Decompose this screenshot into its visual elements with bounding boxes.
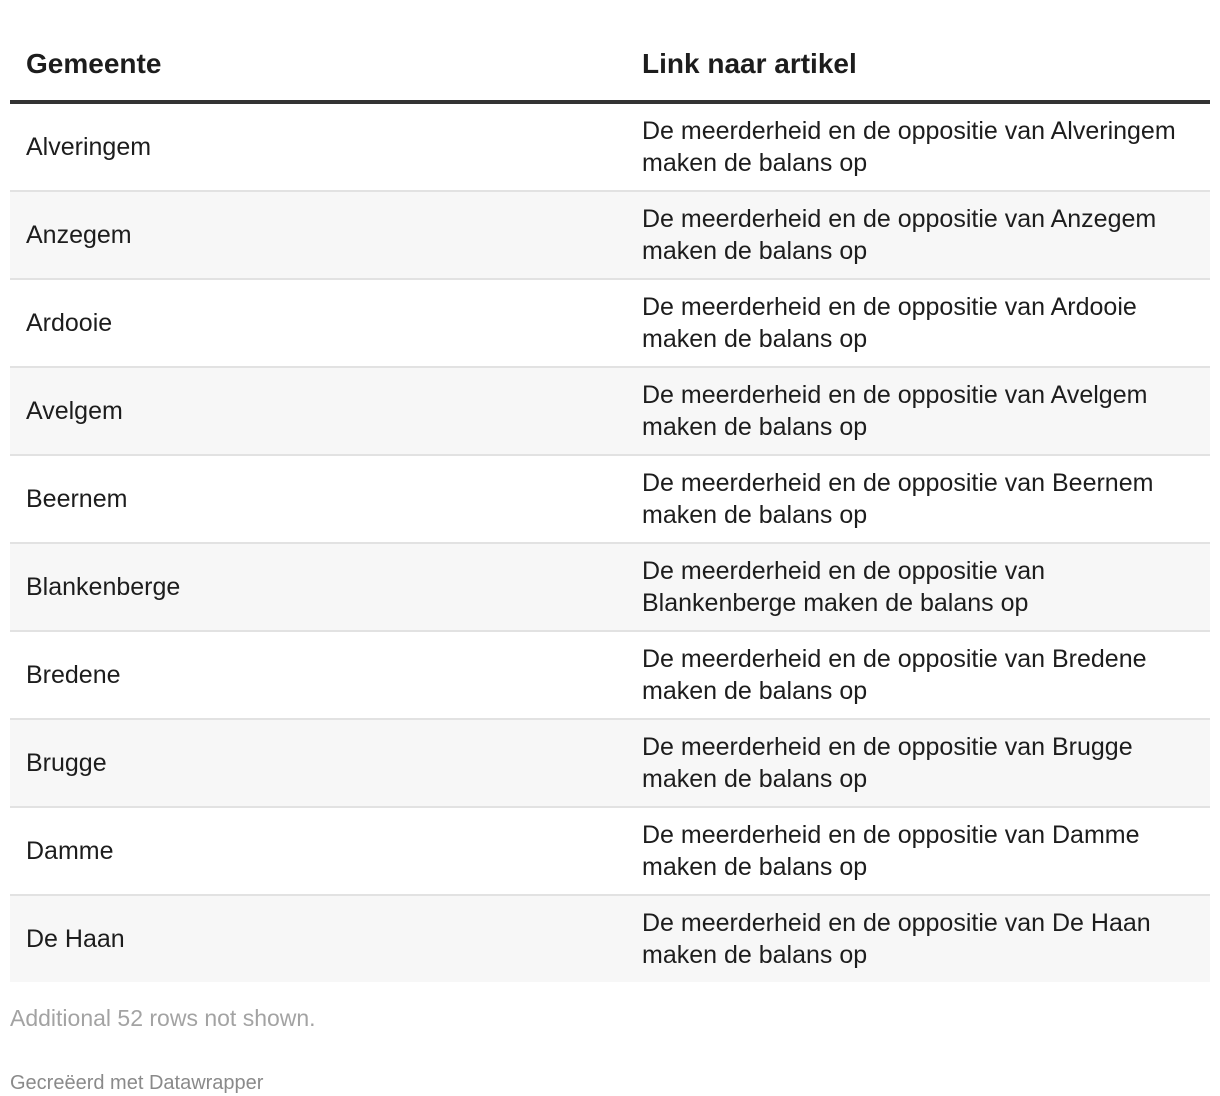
table-row (10, 807, 1210, 895)
article-link[interactable]: De meerderheid en de oppositie van Blankenberge maken de balans op (642, 557, 1046, 617)
gemeente-cell: Brugge (10, 719, 626, 807)
article-link[interactable]: De meerderheid en de oppositie van Avelgem maken de balans op (642, 381, 1148, 441)
link-cell (626, 807, 1210, 895)
gemeente-cell: De Haan (10, 895, 626, 982)
article-link[interactable]: De meerderheid en de oppositie van Ardooie maken de balans op (642, 293, 1137, 353)
gemeente-cell: Blankenberge (10, 543, 626, 631)
table-row (10, 191, 1210, 279)
gemeente-cell: Avelgem (10, 367, 626, 455)
column-header-gemeente[interactable]: Gemeente (10, 30, 626, 102)
link-cell (626, 102, 1210, 191)
article-link[interactable]: De meerderheid en de oppositie van Damme maken de balans op (642, 821, 1140, 881)
gemeente-cell: Ardooie (10, 279, 626, 367)
table-row (10, 102, 1210, 191)
gemeente-cell: Bredene (10, 631, 626, 719)
link-cell (626, 543, 1210, 631)
gemeente-cell: Alveringem (10, 102, 626, 191)
link-cell (626, 631, 1210, 719)
gemeente-cell: Damme (10, 807, 626, 895)
table-header-row (10, 30, 1210, 102)
table-row (10, 279, 1210, 367)
link-cell (626, 455, 1210, 543)
gemeente-cell: Anzegem (10, 191, 626, 279)
table-row (10, 719, 1210, 807)
article-link[interactable]: De meerderheid en de oppositie van Brugge maken de balans op (642, 733, 1133, 793)
datawrapper-credit: Gecreëerd met Datawrapper (10, 1072, 264, 1094)
link-cell (626, 191, 1210, 279)
table-row (10, 543, 1210, 631)
table-row (10, 631, 1210, 719)
article-link[interactable]: De meerderheid en de oppositie van De Haan maken de balans op (642, 909, 1151, 969)
column-header-link[interactable]: Link naar artikel (626, 30, 1210, 102)
additional-rows-note: Additional 52 rows not shown. (10, 1005, 316, 1031)
gemeente-cell: Beernem (10, 455, 626, 543)
link-cell (626, 367, 1210, 455)
article-link[interactable]: De meerderheid en de oppositie van Beernem maken de balans op (642, 469, 1154, 529)
datawrapper-table-chart (10, 0, 1210, 1096)
table-row (10, 895, 1210, 982)
link-cell (626, 895, 1210, 982)
table-row (10, 367, 1210, 455)
table-row (10, 455, 1210, 543)
article-link[interactable]: De meerderheid en de oppositie van Anzegem maken de balans op (642, 205, 1157, 265)
link-cell (626, 719, 1210, 807)
data-table (10, 30, 1210, 982)
article-link[interactable]: De meerderheid en de oppositie van Bredene maken de balans op (642, 645, 1147, 705)
article-link[interactable]: De meerderheid en de oppositie van Alveringem maken de balans op (642, 117, 1176, 177)
link-cell (626, 279, 1210, 367)
